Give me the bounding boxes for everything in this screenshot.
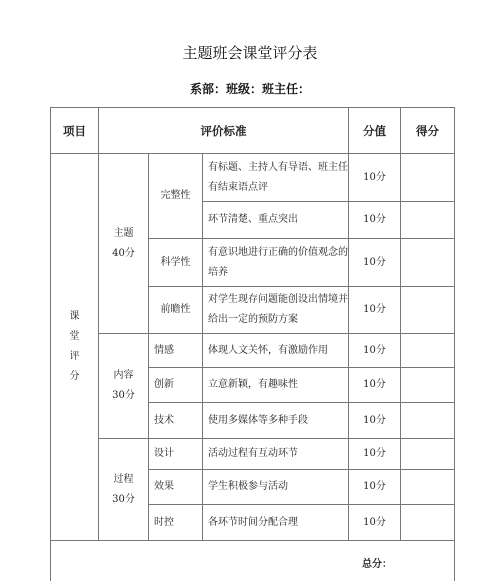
sub-item: 前瞻性	[149, 287, 203, 334]
got-score-cell[interactable]	[401, 334, 455, 368]
criteria-cell: 立意新颖，有趣味性	[203, 368, 349, 403]
sub-item: 创新	[149, 368, 203, 403]
sub-item: 完整性	[149, 154, 203, 239]
score-cell: 10分	[349, 287, 401, 334]
got-score-cell[interactable]	[401, 287, 455, 334]
score-cell: 10分	[349, 470, 401, 505]
rubric-table	[50, 107, 455, 581]
category-char: 课	[69, 311, 80, 322]
got-score-cell[interactable]	[401, 154, 455, 202]
table-row	[51, 439, 455, 470]
department-class-teacher-line: 系部：班级：班主任：	[189, 82, 310, 96]
sub-item: 科学性	[149, 239, 203, 287]
total-row	[51, 541, 455, 581]
group-process: 过程 30分	[99, 439, 149, 541]
category-label	[51, 154, 99, 541]
total-label: 总分：	[51, 541, 455, 581]
table-header-row	[51, 108, 455, 154]
got-score-cell[interactable]	[401, 505, 455, 541]
got-score-cell[interactable]	[401, 239, 455, 287]
score-cell: 10分	[349, 154, 401, 202]
page-title: 主题班会课堂评分表	[182, 44, 318, 62]
sub-item: 设计	[149, 439, 203, 470]
criteria-cell: 使用多媒体等多种手段	[203, 403, 349, 439]
table-row	[51, 154, 455, 202]
category-char: 分	[69, 371, 80, 382]
sub-item: 情感	[149, 334, 203, 368]
got-score-cell[interactable]	[401, 403, 455, 439]
criteria-cell: 活动过程有互动环节	[203, 439, 349, 470]
score-cell: 10分	[349, 368, 401, 403]
criteria-cell: 学生积极参与活动	[203, 470, 349, 505]
score-cell: 10分	[349, 239, 401, 287]
criteria-cell: 环节清楚、重点突出	[203, 202, 349, 239]
score-cell: 10分	[349, 505, 401, 541]
criteria-cell: 有意识地进行正确的价值观念的培养	[203, 239, 349, 287]
criteria-cell: 各环节时间分配合理	[203, 505, 349, 541]
score-cell: 10分	[349, 202, 401, 239]
got-score-cell[interactable]	[401, 202, 455, 239]
score-cell: 10分	[349, 334, 401, 368]
category-char: 评	[69, 351, 80, 362]
criteria-cell: 对学生现存问题能创设出情境并给出一定的预防方案	[203, 287, 349, 334]
got-score-cell[interactable]	[401, 368, 455, 403]
header-score: 分值	[349, 108, 401, 154]
sub-item: 时控	[149, 505, 203, 541]
sub-item: 效果	[149, 470, 203, 505]
score-cell: 10分	[349, 403, 401, 439]
criteria-cell: 体现人文关怀，有激励作用	[203, 334, 349, 368]
category-char: 堂	[69, 331, 80, 342]
got-score-cell[interactable]	[401, 439, 455, 470]
sub-item: 技术	[149, 403, 203, 439]
header-item: 项目	[51, 108, 99, 154]
criteria-cell: 有标题、主持人有导语、班主任有结束语点评	[203, 154, 349, 202]
got-score-cell[interactable]	[401, 470, 455, 505]
score-cell: 10分	[349, 439, 401, 470]
table-row	[51, 334, 455, 368]
group-content: 内容 30分	[99, 334, 149, 439]
header-standard: 评价标准	[99, 108, 349, 154]
group-theme: 主题 40分	[99, 154, 149, 334]
header-got: 得分	[401, 108, 455, 154]
